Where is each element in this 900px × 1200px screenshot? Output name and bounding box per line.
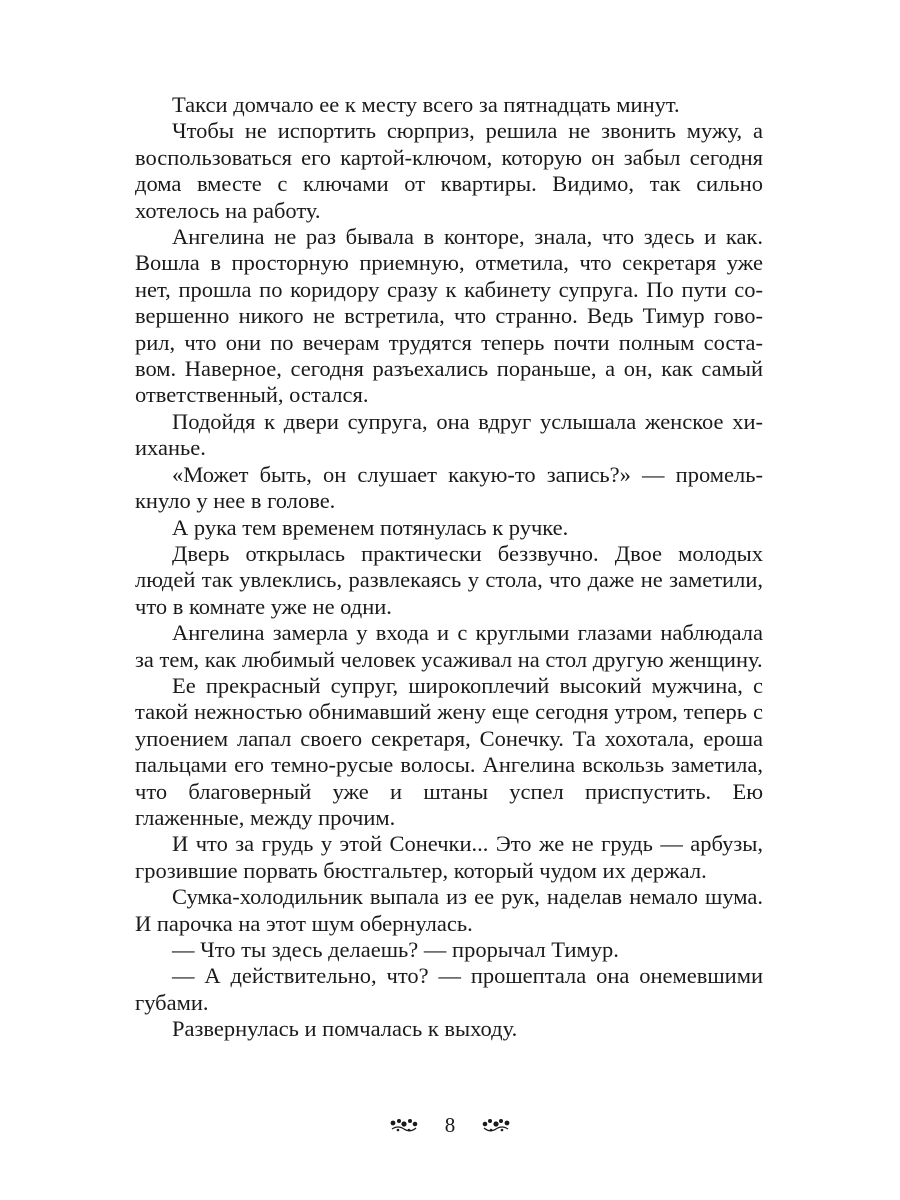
- paragraph: — Что ты здесь делаешь? — прорычал Тимур.: [172, 937, 619, 962]
- page-number: 8: [444, 1113, 456, 1137]
- paragraph: Развернулась и помчалась к выходу.: [172, 1016, 518, 1042]
- body-text: [135, 92, 763, 1043]
- page-footer: [0, 1110, 900, 1140]
- paragraph: Чтобы не испортить сюрприз, решила не звонить мужу, а воспользоваться его картой-ключом, которую он забыл сегодня дома вместе с ключами от квартиры. Видимо, так сильно хотелось на работу.: [135, 118, 763, 223]
- paragraph: Ангелина замерла у входа и с круглыми глазами наблюдала за тем, как любимый человек усаживал на стол другую женщину.: [135, 620, 763, 672]
- paragraph: И что за грудь у этой Сонечки... Это же не грудь — арбузы, грозившие порвать бюстгальтер, который чудом их держал.: [135, 831, 763, 883]
- paragraph: — А действительно, что? — прошептала она онемевшими губами.: [135, 963, 763, 1015]
- left-floral-ornament-icon: [389, 1117, 419, 1133]
- paragraph: Подойдя к двери супруга, она вдруг услышала женское хииханье.: [135, 408, 763, 461]
- paragraph: А рука тем временем потянулась к ручке.: [172, 514, 569, 540]
- paragraph: Дверь открылась практически беззвучно. Двое молодых людей так увлеклись, развлекаясь у стола, что даже не заметили, что в комнате уже не одни.: [135, 540, 763, 619]
- right-floral-ornament-icon: [481, 1117, 511, 1133]
- paragraph: «Может быть, он слушает какую-то запись?» — промелькнуло у нее в голове.: [135, 461, 763, 514]
- paragraph: Сумка-холодильник выпала из ее рук, наделав немало шума. И парочка на этот шум обернулась.: [135, 884, 763, 936]
- paragraph: Ее прекрасный супруг, широкоплечий высокий мужчина, с такой нежностью обнимавший жену еще сегодня утром, теперь с упоением лапал своего секретаря, Сонечку. Та хохотала, ероша пальцами его темно-русые волосы. Ангелина вскользь заметила, что благоверный уже и штаны успел приспустить. Ею глаженные, между прочим.: [135, 672, 763, 830]
- paragraph: Такси домчало ее к месту всего за пятнадцать минут.: [172, 92, 680, 117]
- paragraph: Ангелина не раз бывала в конторе, знала, что здесь и как. Вошла в просторную приемную, отметила, что секретаря уже нет, прошла по коридору сразу к кабинету супруга. По пути совершенно никого не встретила, что странно. Ведь Тимур говорил, что они по вечерам трудятся теперь почти полным составом. Наверное, сегодня разъехались пораньше, а он, как самый ответственный, остался.: [135, 224, 763, 408]
